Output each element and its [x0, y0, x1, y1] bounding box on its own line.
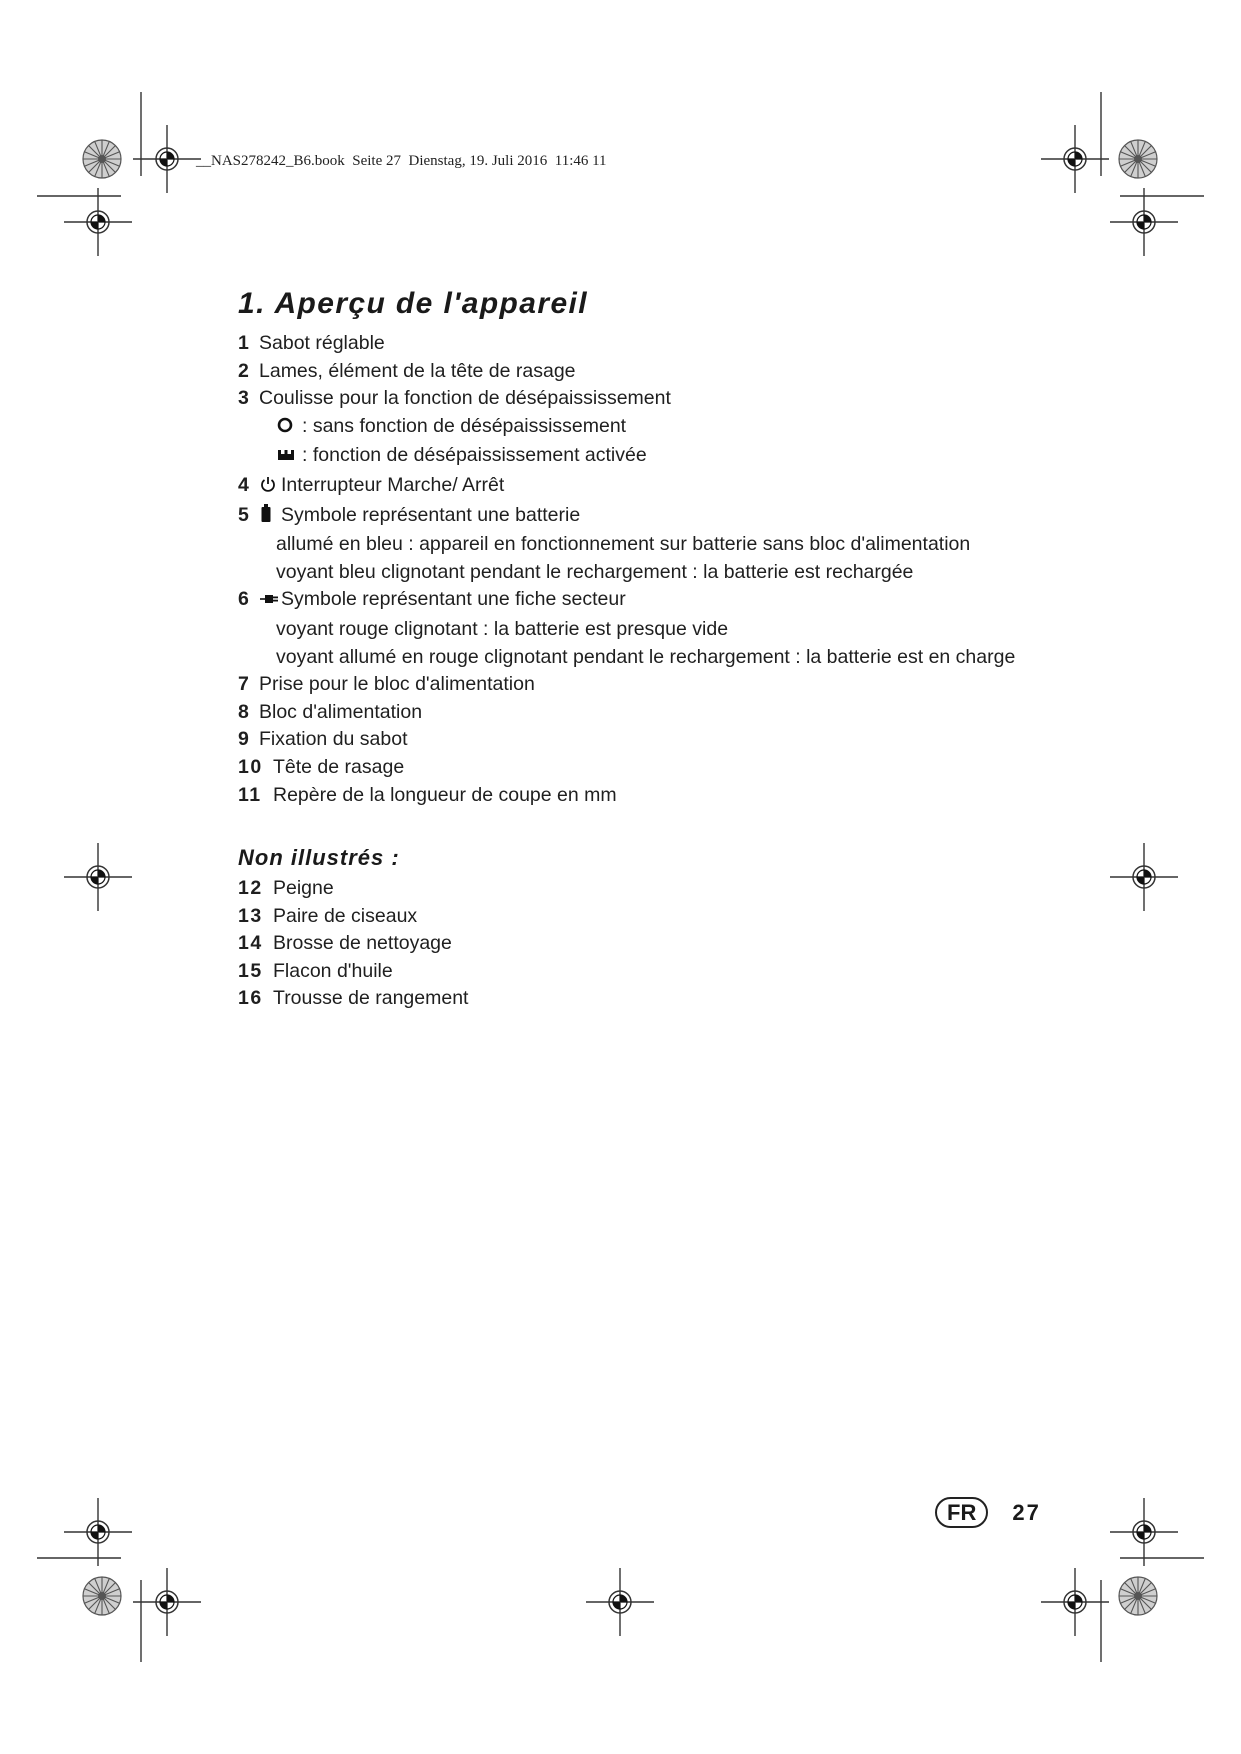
list-subitem — [238, 644, 1138, 672]
list-item — [238, 958, 1138, 986]
item-number: 9 — [238, 728, 249, 751]
list-item — [238, 671, 1138, 699]
item-text: Brosse de nettoyage — [273, 932, 452, 955]
page-title: 1. Aperçu de l'appareil — [238, 287, 588, 320]
item-text: Paire de ciseaux — [273, 904, 418, 927]
item-number: 5 — [238, 503, 249, 526]
list-item — [238, 754, 1138, 782]
list-item — [238, 903, 1138, 931]
item-text: Symbole représentant une batterie — [281, 503, 581, 526]
item-number: 10 — [238, 755, 263, 778]
item-text: Tête de rasage — [273, 755, 405, 778]
item-number: 13 — [238, 904, 263, 927]
item-text: Peigne — [273, 877, 334, 900]
item-text: voyant rouge clignotant : la batterie est presque vide — [276, 617, 729, 640]
item-number: 1 — [238, 332, 249, 354]
list-item — [238, 985, 1138, 1013]
item-text: Fixation du sabot — [259, 728, 408, 751]
item-text: Lames, élément de la tête de rasage — [259, 359, 576, 382]
page-footer — [935, 1497, 1041, 1528]
list-item — [238, 699, 1138, 727]
item-number: 2 — [238, 359, 249, 382]
comb-icon — [276, 444, 302, 472]
page-number: 27 — [1012, 1499, 1041, 1525]
circle-icon — [276, 415, 302, 443]
battery-icon — [259, 503, 281, 532]
item-text: Interrupteur Marche/ Arrêt — [281, 473, 505, 496]
item-text: Sabot réglable — [259, 332, 385, 354]
item-text: Prise pour le bloc d'alimentation — [259, 673, 535, 696]
item-text: Trousse de rangement — [273, 987, 469, 1010]
item-number: 15 — [238, 959, 263, 982]
item-text: allumé en bleu : appareil en fonctionnement sur batterie sans bloc d'alimentation — [276, 533, 971, 556]
list-item — [238, 472, 1138, 502]
extras-list — [238, 875, 1138, 1013]
list-subitem — [238, 616, 1138, 644]
item-number: 3 — [238, 387, 249, 410]
list-subitem — [238, 531, 1138, 559]
item-number: 4 — [238, 473, 249, 496]
item-text: Symbole représentant une fiche secteur — [281, 588, 626, 611]
item-text: Bloc d'alimentation — [259, 700, 423, 723]
list-item — [238, 358, 1138, 386]
parts-list — [238, 330, 1138, 809]
list-item — [238, 930, 1138, 958]
item-text: voyant bleu clignotant pendant le rechargement : la batterie est rechargée — [276, 560, 914, 583]
item-number: 11 — [238, 783, 262, 806]
list-item — [238, 782, 1138, 810]
item-number: 14 — [238, 932, 263, 955]
item-text: Repère de la longueur de coupe en mm — [273, 783, 617, 806]
list-subitem — [238, 442, 1138, 472]
overview-section — [238, 282, 1138, 1013]
list-item — [238, 385, 1138, 413]
list-item — [238, 330, 1138, 358]
item-text: Coulisse pour la fonction de désépaississement — [259, 387, 671, 410]
item-number: 12 — [238, 877, 263, 900]
item-number: 8 — [238, 700, 249, 723]
list-item — [238, 726, 1138, 754]
list-item — [238, 875, 1138, 903]
power-icon — [259, 474, 281, 502]
list-subitem — [238, 559, 1138, 587]
list-item — [238, 502, 1138, 532]
plug-icon — [259, 588, 281, 616]
item-number: 16 — [238, 987, 263, 1010]
section-subtitle: Non illustrés : — [238, 845, 400, 871]
item-text: : sans fonction de désépaississement — [302, 414, 627, 437]
list-subitem — [238, 413, 1138, 443]
print-slug: __NAS278242_B6.book Seite 27 Dienstag, 19. Juli 2016 11:46 11 — [196, 153, 607, 169]
item-text: voyant allumé en rouge clignotant pendant le rechargement : la batterie est en charge — [276, 645, 1016, 668]
list-item — [238, 586, 1138, 616]
item-number: 7 — [238, 673, 249, 696]
language-badge: FR — [935, 1497, 988, 1528]
item-number: 6 — [238, 588, 249, 611]
item-text: Flacon d'huile — [273, 959, 393, 982]
item-text: : fonction de désépaississement activée — [302, 444, 647, 467]
